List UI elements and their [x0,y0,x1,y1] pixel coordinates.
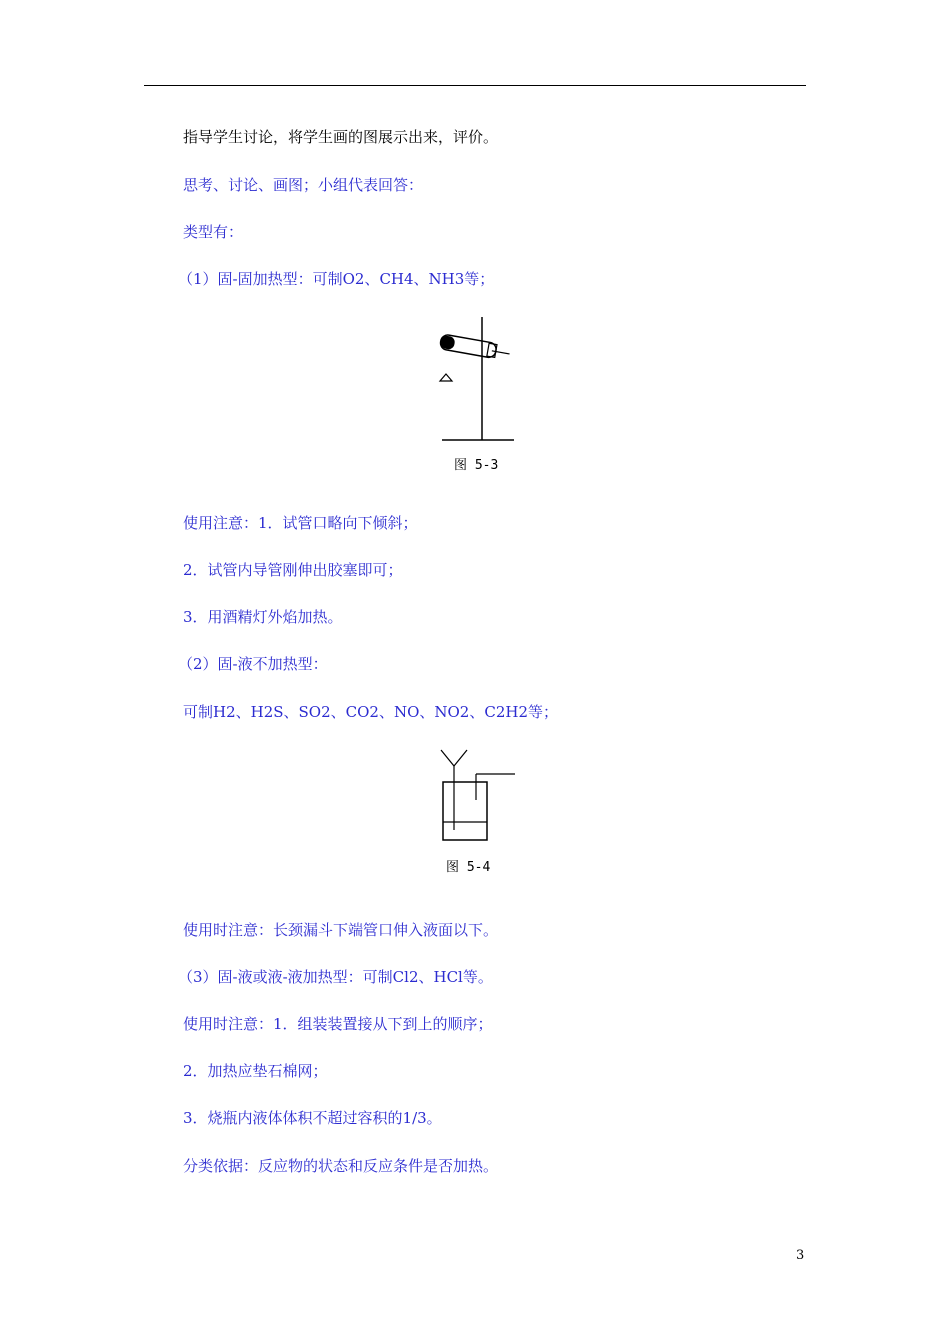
text-line-9: 可制H2、H2S、SO2、CO2、NO、NO2、C2H2等； [183,703,558,721]
text-line-14: 3．烧瓶内液体体积不超过容积的1/3。 [183,1109,442,1127]
figure-5-4-caption: 图 5-4 [446,860,491,875]
text-line-7: 3．用酒精灯外焰加热。 [183,608,343,626]
text-line-10: 使用时注意：长颈漏斗下端管口伸入液面以下。 [183,921,499,939]
text-line-4: （1）固-固加热型：可制O2、CH4、NH3等； [178,270,495,288]
header-rule [144,85,806,86]
figure-5-4 [436,746,521,846]
text-line-3: 类型有： [183,223,244,241]
figure-5-3-drawing [430,312,525,447]
figure-5-3-caption: 图 5-3 [454,458,499,473]
text-line-1: 指导学生讨论，将学生画的图展示出来，评价。 [183,128,499,146]
text-line-13: 2．加热应垫石棉网； [183,1062,328,1080]
text-line-8: （2）固-液不加热型： [178,655,328,673]
text-line-15: 分类依据：反应物的状态和反应条件是否加热。 [183,1157,499,1175]
text-line-12: 使用时注意：1．组装装置接从下到上的顺序； [183,1015,493,1033]
text-line-5: 使用注意：1．试管口略向下倾斜； [183,514,418,532]
figure-5-4-drawing [436,746,521,846]
text-line-2: 思考、讨论、画图；小组代表回答： [183,176,424,194]
figure-5-3 [430,312,525,447]
text-line-6: 2．试管内导管刚伸出胶塞即可； [183,561,403,579]
page-number: 3 [796,1248,805,1263]
text-line-11: （3）固-液或液-液加热型：可制Cl2、HCl等。 [178,968,493,986]
